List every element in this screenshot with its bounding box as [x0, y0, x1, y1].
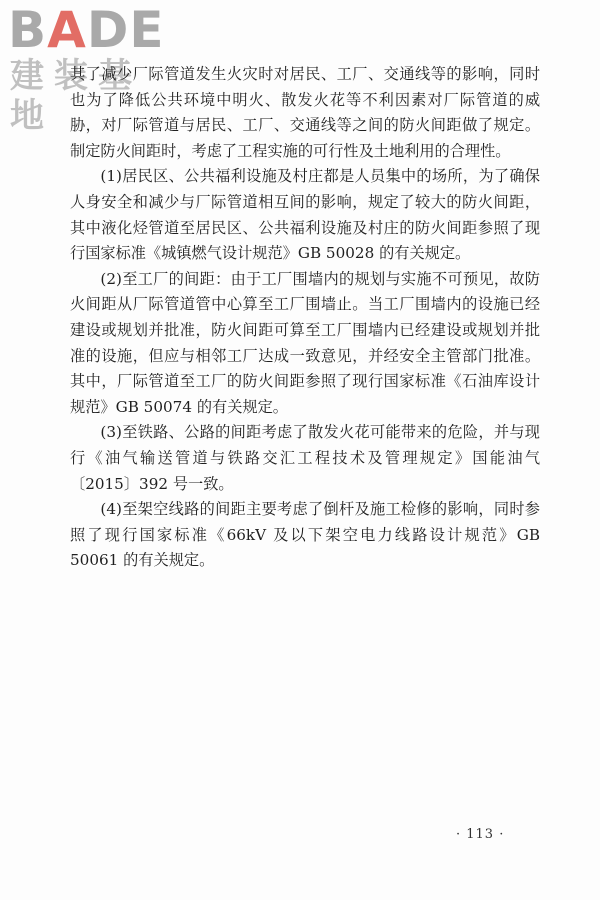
paragraph-item-4: (4)至架空线路的间距主要考虑了倒杆及施工检修的影响，同时参照了现行国家标准《66kV 及以下架空电力线路设计规范》GB 50061 的有关规定。	[70, 500, 540, 570]
paragraph-item-1: (1)居民区、公共福利设施及村庄都是人员集中的场所，为了确保人身安全和减少与厂际管道相互间的影响，规定了较大的防火间距，其中液化烃管道至居民区、公共福利设施及村庄的防火间距参照了现行国家标准《城镇燃气设计规范》GB 50028 的有关规定。	[70, 167, 540, 263]
watermark-latin-text: BADE	[8, 1, 165, 59]
paragraph-item-3: (3)至铁路、公路的间距考虑了散发火花可能带来的危险，并与现行《油气输送管道与铁路交汇工程技术及管理规定》国能油气〔2015〕392 号一致。	[70, 423, 540, 493]
watermark-chinese-text: 建装基地	[10, 56, 142, 136]
watermark-accent-letter: A	[47, 1, 87, 59]
document-body	[70, 62, 540, 574]
paragraph-intro: 其了减少厂际管道发生火灾时对居民、工厂、交通线等的影响，同时也为了降低公共环境中明火、散发火花等不利因素对厂际管道的威胁，对厂际管道与居民、工厂、交通线等之间的防火间距做了规定。制定防火间距时，考虑了工程实施的可行性及土地利用的合理性。	[70, 65, 540, 160]
page-number: · 113 ·	[456, 827, 505, 842]
paragraph-item-2: (2)至工厂的间距：由于工厂围墙内的规划与实施不可预见，故防火间距从厂际管道管中心算至工厂围墙止。当工厂围墙内的设施已经建设或规划并批准，防火间距可算至工厂围墙内已经建设或规划并批准的设施，但应与相邻工厂达成一致意见，并经安全主管部门批准。其中，厂际管道至工厂的防火间距参照了现行国家标准《石油库设计规范》GB 50074 的有关规定。	[70, 269, 540, 416]
